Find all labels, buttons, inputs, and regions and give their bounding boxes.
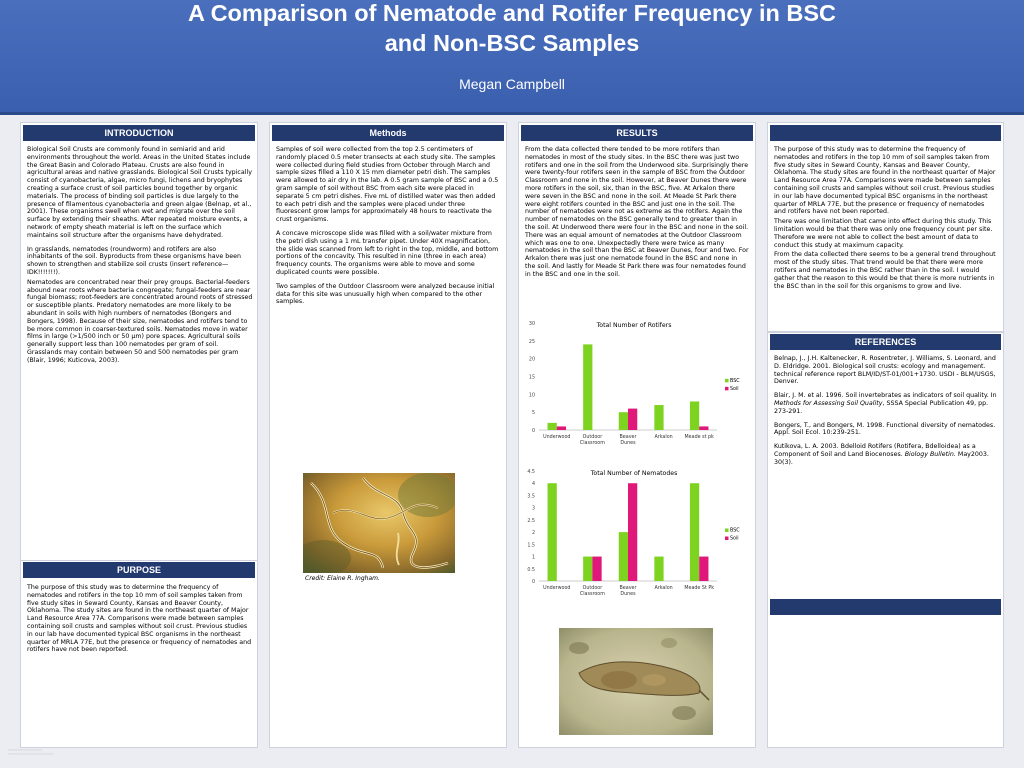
bar-bsc xyxy=(548,423,557,430)
legend-label-bsc: BSC xyxy=(730,528,740,534)
reference-4-text: Kutikova, L. A. 2003. Bdelloid Rotifers (Rotifera, Bdelloidea) as a Component of Soil and Land Biocenoses. xyxy=(774,443,976,458)
methods-paragraph-2: A concave microscope slide was filled with a soil/water mixture from the petri dish using a 1 mL transfer pipet. Under 40X magnification, the slide was scanned from left to right in the top, middle, and bottom portions of the concavity. This resulted in nine (three in each area) frequency counts. The organisms were able to move and some duplicated counts were possible. xyxy=(276,229,499,276)
x-tick-label: Dunes xyxy=(620,441,636,446)
x-tick-label: Meade st pk xyxy=(684,435,714,440)
purpose-panel xyxy=(20,560,258,748)
y-tick-label: 0 xyxy=(531,580,535,585)
bar-bsc xyxy=(583,344,592,430)
poster-footer: ▭▭▭▭▭▭▭▭▭▭▭▭ ▭▭▭▭▭▭▭▭▭▭▭▭▭▭▭▭ xyxy=(8,748,54,756)
legend-label-bsc: BSC xyxy=(730,378,740,384)
results-panel xyxy=(518,122,756,748)
methods-paragraph-3: Two samples of the Outdoor Classroom were analyzed because initial data for this site was unusually high when compared to the other samples. xyxy=(276,282,495,306)
conclusion-text xyxy=(774,146,998,292)
conclusion-paragraph-1: The purpose of this study was to determine the frequency of nematodes and rotifers in the top 10 mm of soil samples taken from five study sites in Seward County, Kansas and Beaver County, Oklahoma. The study sites are found in the northeast quarter of Major Land Resource Area 77A. Comparisons were made between samples containing soil crusts and samples without soil crust. Previous studies in our lab have documented typical BSC organisms in the northeast quarter of MRLA 77E, but the presence or frequency of nematodes and rotifers have not been reported. xyxy=(774,146,996,216)
x-tick-label: Classroom xyxy=(579,441,605,446)
x-tick-label: Outdoor xyxy=(582,586,603,591)
references-text xyxy=(774,355,998,473)
poster-title-line1: A Comparison of Nematode and Rotifer Frequency in BSC xyxy=(187,0,837,26)
chart-title: Total Number of Rotifers xyxy=(596,322,672,329)
x-tick-label: Outdoor xyxy=(582,435,603,440)
bar-soil xyxy=(592,557,601,581)
reference-1: Belnap, J., J.H. Kaltenecker, R. Rosentreter, J. Williams, S. Leonard, and D. Eldridge. 2001. Biological soil crusts: ecology and management. technical reference report BLM/ID/ST-01/001+1730. USDI - BLM/USGS, Denver. xyxy=(774,355,996,386)
reference-4 xyxy=(774,443,998,466)
bar-bsc xyxy=(690,483,699,581)
reference-4-italic: Biology Bulletin. xyxy=(904,450,956,458)
conclusion-paragraph-3: From the data collected there seems to be a general trend throughout most of the study sites. That trend would be that there were more rotifers and nematodes in the BSC rather than in the soil. I would gather that the reason to this would be that there is more nutrients in the BSC than in the soil for this organisms to grow and live. xyxy=(774,251,996,290)
chart-title: Total Number of Nematodes xyxy=(590,470,678,477)
y-tick-label: 5 xyxy=(531,411,535,417)
bar-bsc xyxy=(619,412,628,430)
legend-swatch-bsc xyxy=(725,529,729,533)
nematode-chart xyxy=(519,461,755,609)
references-bottom-bar xyxy=(770,599,1001,615)
purpose-text xyxy=(27,584,253,660)
y-tick-label: 3 xyxy=(531,506,535,512)
reference-2 xyxy=(774,392,998,415)
x-tick-label: Dunes xyxy=(620,592,636,597)
x-tick-label: Beaver xyxy=(619,435,637,440)
conclusion-paragraph-2: There was one limitation that came into effect during this study. This limitation would be that there was only one frequency count per site. Therefore we were not able to collect the best amount of data to conduct this study at maximum capacity. xyxy=(774,218,993,249)
intro-paragraph-3: Nematodes are concentrated near their prey groups. Bacterial-feeders abound near roots where bacteria congregate; fungal-feeders are near fungal biomass; root-feeders are concentrated around roots of stressed or susceptible plants. Predatory nematodes are more likely to be abundant in soils with high numbers of nematodes (Bongers and Bongers, 1998). Because of their size, nematodes and rotifers tend to be more common in coarser-textured soils. Nematodes move in water films in large (>1/500 inch or 50 µm) pore spaces. Agricultural soils generally support less than 100 nematodes per gram of soil. Grasslands may contain between 50 and 500 nematodes per gram (Blair, 1996; Kuticova, 2003). xyxy=(27,278,253,364)
bar-bsc xyxy=(654,405,663,430)
results-paragraph-1: From the data collected there tended to be more rotifers than nematodes in most of the study sites. In the BSC there was just two rotifers and one in the soil from the Underwood site. Surprisingly there were twenty-four rotifers seen in the sample of BSC from the Outdoor Classroom and none in the soil. However, at Beaver Dunes there were more rotifers in the soil, six, than in the BSC, five. At Arkalon there were seven in the BSC and none in the soil. At Meade St Park there were eight rotifers counted in the BSC and just one in the soil. The number of nematodes were not as extreme as the rotifers. Again the number of nematodes on the BSC generally tend to greater than in the soil. At Underwood there were four in the BSC and none in the soil. There was an equal amount of nematodes at the Outdoor Classroom which was one to one. Unexpectedly there were twice as many nematodes in the soil than the BSC at Beaver Dunes, four and two. For Arkalon there was just one nematode found in the BSC and none in the soil. And lastly for Meade St Park there was four nematodes found in the BSC and one in the soil. xyxy=(525,146,749,278)
y-tick-label: 4.5 xyxy=(527,470,535,475)
legend-swatch-soil xyxy=(725,537,729,541)
bar-bsc xyxy=(583,557,592,581)
y-tick-label: 10 xyxy=(528,393,535,399)
y-tick-label: 1 xyxy=(531,555,535,561)
x-tick-label: Underwood xyxy=(543,586,571,591)
bar-bsc xyxy=(619,532,628,581)
y-tick-label: 0 xyxy=(531,429,535,434)
y-tick-label: 0.5 xyxy=(527,567,535,573)
legend-swatch-bsc xyxy=(725,379,729,383)
legend-label-soil: Soil xyxy=(730,536,739,542)
intro-panel xyxy=(20,122,258,564)
nematode-photo xyxy=(303,473,455,573)
purpose-heading: PURPOSE xyxy=(23,562,255,578)
x-tick-label: Arkalon xyxy=(654,586,673,591)
rotifer-chart xyxy=(519,313,755,458)
reference-2-text: Blair, J. M. et al. 1996. Soil invertebrates as indicators of soil quality. In xyxy=(774,392,997,400)
references-panel xyxy=(767,332,1004,748)
intro-text xyxy=(27,146,253,371)
legend-label-soil: Soil xyxy=(730,386,739,392)
y-tick-label: 1.5 xyxy=(527,543,535,549)
x-tick-label: Underwood xyxy=(543,435,571,440)
methods-panel xyxy=(269,122,507,748)
y-tick-label: 3.5 xyxy=(527,494,535,500)
intro-heading: INTRODUCTION xyxy=(23,125,255,141)
reference-2-tail: , SSSA Special Publication 49, pp. 273-291. xyxy=(774,399,989,415)
poster-author: Megan Campbell xyxy=(459,76,565,92)
bar-bsc xyxy=(548,483,557,581)
rotifer-photo xyxy=(559,628,713,735)
y-tick-label: 2.5 xyxy=(527,518,535,524)
results-text xyxy=(525,146,749,285)
legend-swatch-soil xyxy=(725,387,729,391)
photo-caption: Credit: Elaine R. Ingham. xyxy=(305,575,380,582)
reference-3: Bongers, T., and Bongers, M. 1998. Functional diversity of nematodes. Appl. Soil Ecol. 10:239-251. xyxy=(774,421,996,437)
bar-bsc xyxy=(654,557,663,581)
bar-soil xyxy=(557,426,566,430)
intro-paragraph-2: In grasslands, nematodes (roundworm) and rotifers are also inhabitants of the soil. Byproducts from these organisms have been shown to strengthen and stabilize soil crusts (insert reference—IDK!!!!!!!). xyxy=(27,245,241,276)
intro-paragraph-1: Biological Soil Crusts are commonly found in semiarid and arid environments throughout the world. Areas in the United States include the Great Basin and Colorado Plateau. Crusts are also found in agricultural areas and native grasslands. Biological Soil Crusts typically consist of cyanobacteria, algae, micro fungi, lichens and bryophytes creating a surface crust of soil particles bound together by organic materials. The process of binding soil particles is due largely to the presence of filamentous cyanobacteria and green algae (Belnap, et al., 2001). These organisms swell when wet and migrate over the soil surface by extending their sheaths. After repeated moisture events, a network of empty sheath material is left on the surface which maintains soil structure after the organisms have dehydrated. xyxy=(27,146,252,239)
poster-header xyxy=(0,0,1024,115)
purpose-paragraph-1: The purpose of this study was to determine the frequency of nematodes and rotifers in the top 10 mm of soil samples taken from five study sites in Seward County, Kansas and Beaver County, Oklahoma. The study sites are found in the northeast quarter of Major Land Resource Area 77A. Comparisons were made between samples containing soil crusts and samples without soil crust. Previous studies in our lab have documented typical BSC organisms in the northeast quarter of MRLA 77E, but the presence or frequency of nematodes and rotifers have not been reported. xyxy=(27,584,252,654)
x-tick-label: Arkalon xyxy=(654,435,673,440)
results-heading: RESULTS xyxy=(521,125,753,141)
conclusion-panel xyxy=(767,122,1004,332)
x-tick-label: Meade St Pk xyxy=(684,586,715,591)
x-tick-label: Classroom xyxy=(579,592,605,597)
y-tick-label: 30 xyxy=(528,322,535,327)
bar-soil xyxy=(628,409,637,430)
y-tick-label: 15 xyxy=(528,375,535,381)
y-tick-label: 4 xyxy=(531,482,535,488)
references-heading: REFERENCES xyxy=(770,334,1001,350)
poster-title-line2: and Non-BSC Samples xyxy=(384,30,640,56)
reference-2-italic: Methods for Assessing Soil Quality xyxy=(774,399,883,407)
y-tick-label: 25 xyxy=(528,339,535,345)
y-tick-label: 20 xyxy=(528,357,535,363)
y-tick-label: 2 xyxy=(531,531,535,537)
methods-paragraph-1: Samples of soil were collected from the top 2.5 centimeters of randomly placed 0.5 meter transects at each study site. The samples were collected during field studies from October through March and sample sizes filled a 110 X 15 mm diameter petri dish. The samples were allowed to air dry in the lab. A 0.5 gram sample of BSC and a 0.5 gram sample of soil without BSC from each site were placed in separate 5 cm petri dishes. Five mL of distilled water was then added to each petri dish and the samples were placed under three fluorescent grow lamps for approximately 48 hours to reactivate the crust organisms. xyxy=(276,146,499,224)
bar-soil xyxy=(699,426,708,430)
conclusion-heading xyxy=(770,125,1001,141)
bar-soil xyxy=(699,557,708,581)
methods-heading: Methods xyxy=(272,125,504,141)
bar-soil xyxy=(628,483,637,581)
bar-bsc xyxy=(690,401,699,430)
x-tick-label: Beaver xyxy=(619,586,637,591)
poster-title xyxy=(0,0,1024,58)
methods-text xyxy=(276,146,500,312)
reference-4-tail: May2003. 30(3). xyxy=(774,450,989,466)
